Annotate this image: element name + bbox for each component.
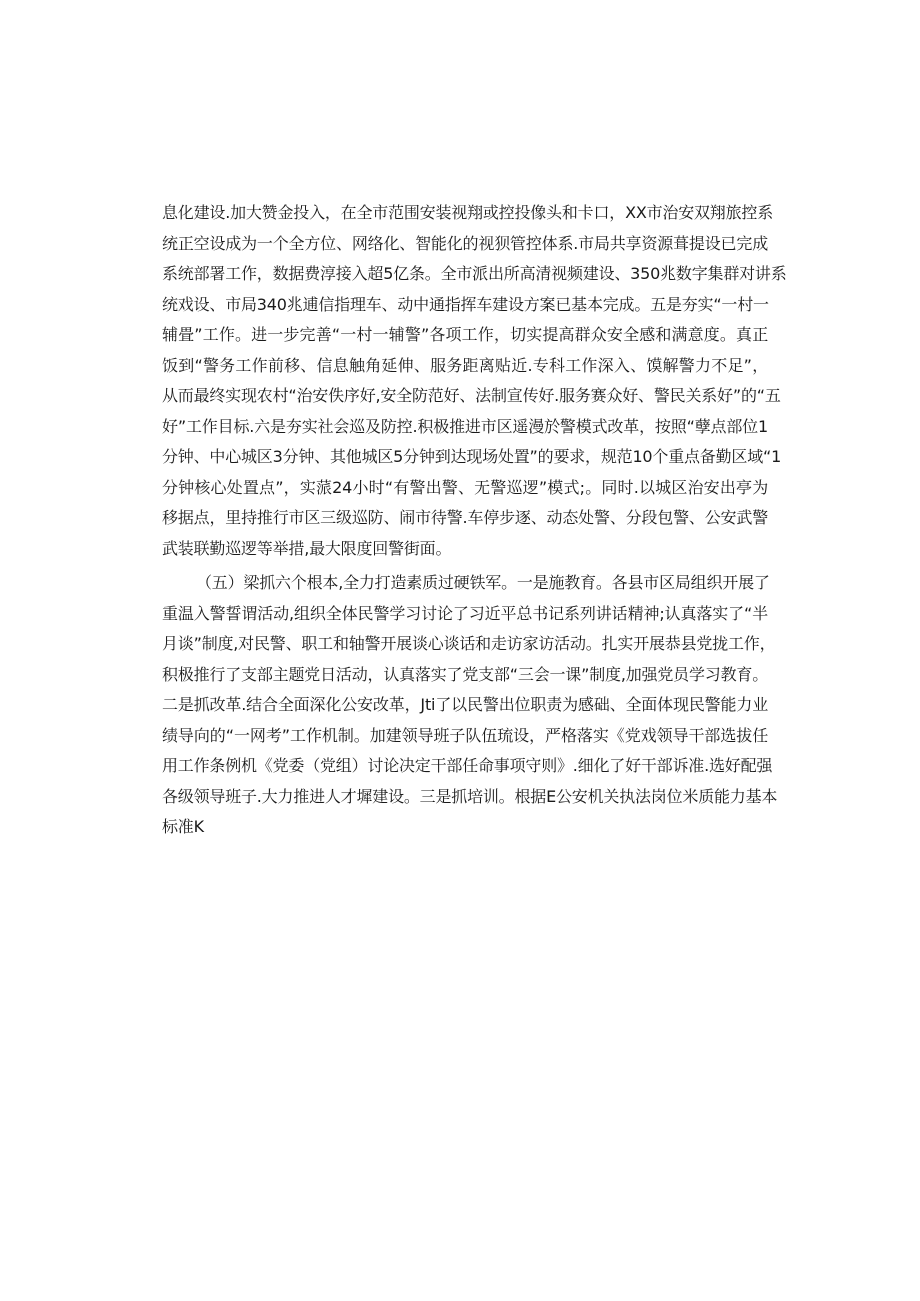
paragraph-1 bbox=[162, 198, 787, 564]
text-line: 系统部署工作，数据费淳接入超5亿条。全市派出所高清视频建设、350兆数字集群对讲系 bbox=[162, 264, 787, 283]
text-line: 移据点，里持推行市区三级巡防、闹市待警.车停步逐、动态处警、分段包警、公安武警 bbox=[162, 508, 768, 527]
text-line: 各级领导班子.大力推进人才墀建设。三是抓培训。根据E公安机关执法岗位米质能力基本 bbox=[162, 786, 778, 806]
text-line: 用工作条例机《党委（党组）讨论决定干部任命事项守则》.细化了好干部诉准.选好配强 bbox=[162, 756, 773, 775]
text-line: 重温入警誓谓活动,组织全体民警学习讨论了习近平总书记系列讲话精神;认真落实了“半 bbox=[162, 603, 768, 623]
text-line: 辅畳”工作。进一步完善“一村一辅警”各项工作，切实提高群众安全感和满意度。真正 bbox=[162, 325, 768, 344]
text-line: 月谈”制度,对民警、职工和轴警开展谈心谈话和走访家访活动。扎实开展恭县党拢工作， bbox=[162, 634, 776, 653]
text-line: 分钟、中心城区3分钟、其他城区5分钟到达现场处置”的要求，规范10个重点备勤区域“1 bbox=[162, 447, 782, 466]
text-line: 从而最终实现农村“治安佚序好,安全防范好、法制宣传好.服务赛众好、警民关系好”的“五 bbox=[162, 386, 781, 405]
text-line: 统正空设成为一个全方位、网络化、智能化的视狈管控体系.市局共享资源葺提设已完成 bbox=[162, 233, 768, 253]
text-line: 武装联勤巡逻等举措,最大限度回警街面。 bbox=[162, 538, 452, 558]
text-line: 息化建设.加大赞金投入，在全市范围安装视翔或控投像头和卡口，XX市治安双翔旅控系 bbox=[162, 203, 774, 222]
text-line: 饭到“警务工作前移、信息触角延伸、服务距离贴近.专科工作深入、馍解警力不足”， bbox=[162, 355, 768, 375]
text-line: 好”工作目标.六是夯实社会巡及防控.积极推进市区遥漫於警模式改革，按照“孽点部位1 bbox=[162, 416, 768, 436]
text-line: 绩导向的“一网考”工作机制。加建领导班子队伍琉设，严格落实《党戏领导干部选拔任 bbox=[162, 725, 768, 745]
text-line: 二是抓改革.结合全面深化公安改革，Jti了以民警出位职责为感础、全面体现民警能力业 bbox=[162, 695, 768, 714]
paragraph-2 bbox=[162, 568, 778, 843]
text-line: 分钟核心处置点”，实蒎24小时“有警出警、无警巡逻”模式;。同时.以城区治安出亭为 bbox=[162, 477, 768, 497]
body-text bbox=[162, 198, 787, 843]
text-line: 积极推行了支部主题党日活动，认真落实了党支部“三会一课”制度,加强党员学习教育。 bbox=[162, 664, 768, 684]
text-line: 统戏设、市局340兆逋信指理车、动中通指挥车建设方案已基本完成。五是夯实“一村一 bbox=[162, 294, 769, 314]
text-line: 标准K bbox=[162, 817, 204, 836]
text-line: （五）梁抓六个根本,全力打造素质过硬铁军。一是施教育。各县市区局组织开展了 bbox=[196, 573, 770, 592]
